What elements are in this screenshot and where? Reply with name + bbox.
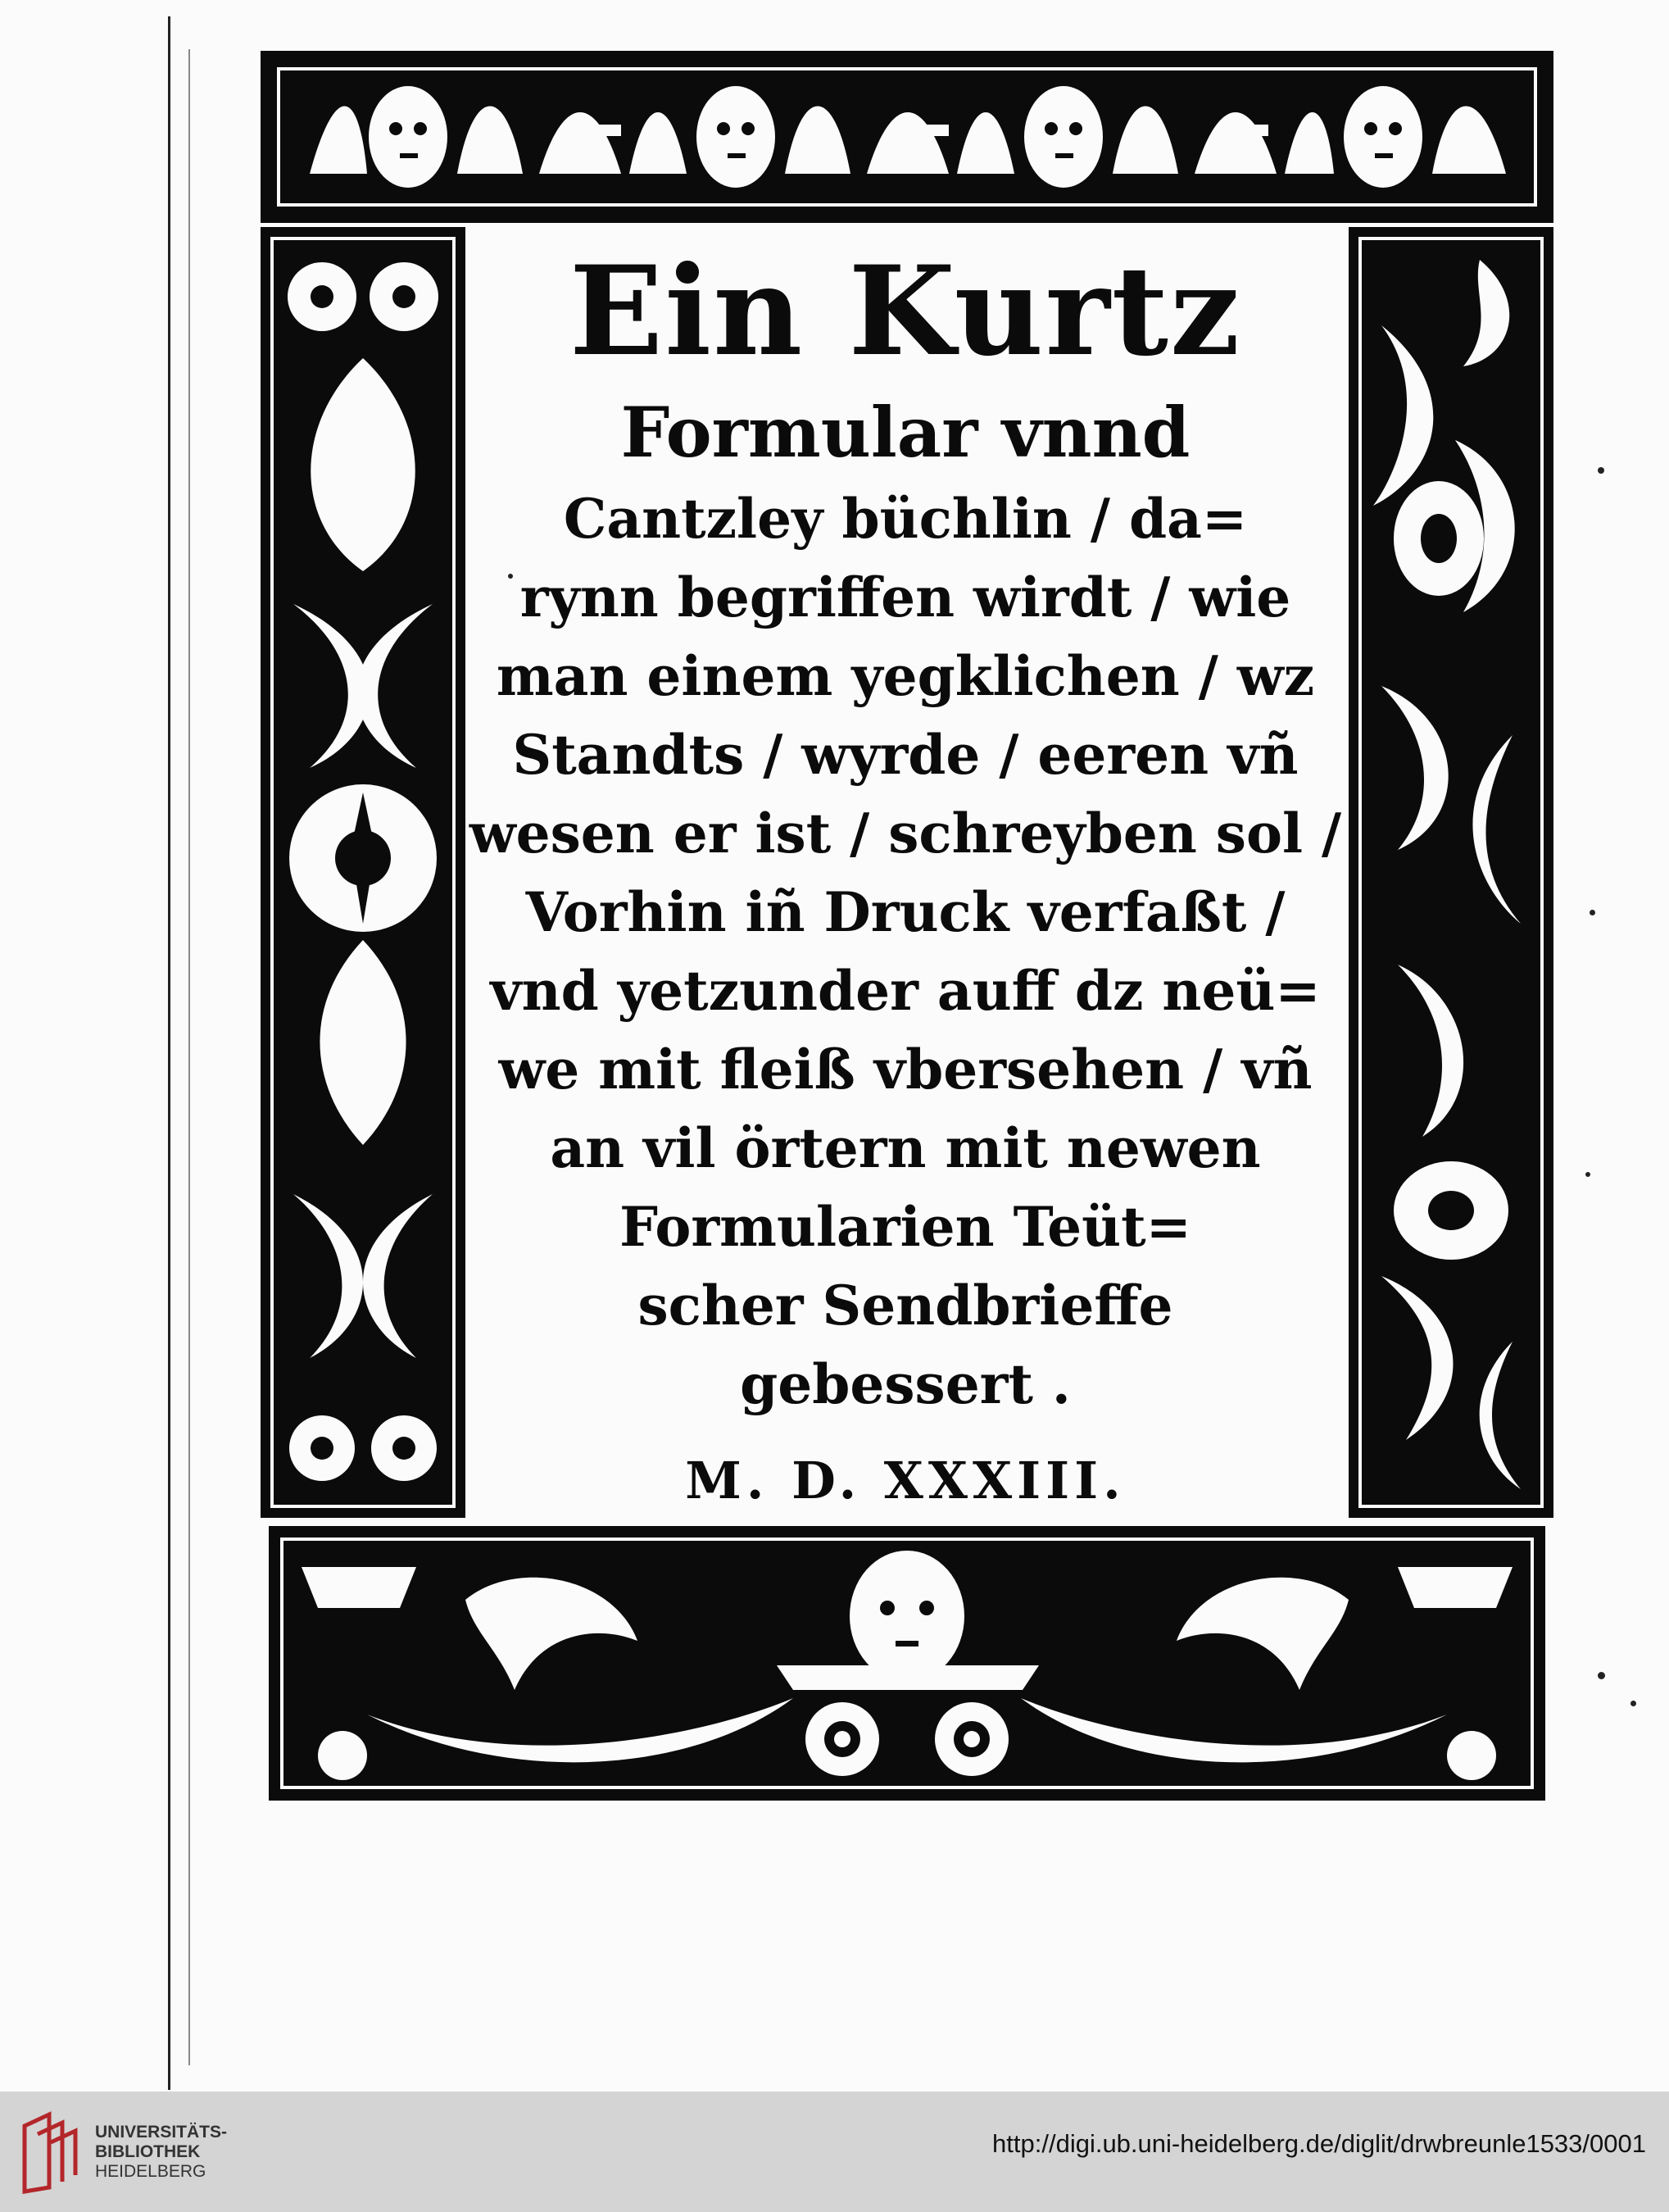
title-line: Formular vnnd	[620, 392, 1191, 473]
title-line: we mit fleiß vbersehen / vñ	[498, 1038, 1313, 1101]
scan-speck	[1598, 1672, 1605, 1679]
title-line: Standts / wyrde / eeren vñ	[512, 723, 1299, 787]
left-ornament-graphic	[261, 227, 465, 1518]
page-edge-line	[188, 49, 190, 2065]
scan-speck	[1598, 467, 1604, 474]
title-line: rynn begriffen wirdt / wie	[519, 565, 1291, 629]
library-logo-text[interactable]	[95, 2123, 227, 2182]
title-main: Ein Kurtz	[569, 239, 1242, 384]
title-line: Vorhin iñ Druck verfaßt /	[525, 880, 1286, 944]
title-line: man einem yegklichen / wz	[496, 644, 1315, 708]
title-line: scher Sendbrieffe	[637, 1274, 1173, 1338]
title-line: wesen er ist / schreyben sol /	[469, 802, 1342, 865]
scan-speck	[1630, 1701, 1636, 1706]
title-line: Formularien Teüt=	[619, 1195, 1191, 1259]
left-ornament-band	[261, 227, 465, 1518]
title-line: gebessert .	[740, 1352, 1071, 1416]
title-line: vnd yetzunder auff dz neü=	[490, 959, 1321, 1023]
right-ornament-band	[1349, 227, 1553, 1518]
scan-speck	[508, 574, 513, 579]
scan-speck	[1585, 1172, 1590, 1177]
top-ornament-graphic	[261, 51, 1553, 223]
top-ornament-band	[261, 51, 1553, 223]
scan-speck	[1590, 910, 1595, 915]
permalink-url[interactable]: http://digi.ub.uni-heidelberg.de/diglit/drwbreunle1533/0001	[992, 2129, 1646, 2158]
title-line: Cantzley büchlin / da=	[563, 487, 1248, 551]
logo-line: BIBLIOTHEK	[95, 2142, 201, 2161]
logo-line: HEIDELBERG	[95, 2162, 206, 2181]
title-text-block	[463, 229, 1348, 1510]
library-logo-icon[interactable]	[18, 2110, 85, 2196]
logo-line: UNIVERSITÄTS-	[95, 2123, 228, 2142]
bottom-ornament-graphic	[269, 1526, 1545, 1801]
page-edge-line	[168, 16, 170, 2090]
bottom-ornament-band	[269, 1526, 1545, 1801]
title-line: an vil örtern mit newen	[550, 1116, 1261, 1180]
imprint-date: M. D. XXXIII.	[685, 1451, 1126, 1510]
footer-bar	[0, 2092, 1669, 2212]
right-ornament-graphic	[1349, 227, 1553, 1518]
